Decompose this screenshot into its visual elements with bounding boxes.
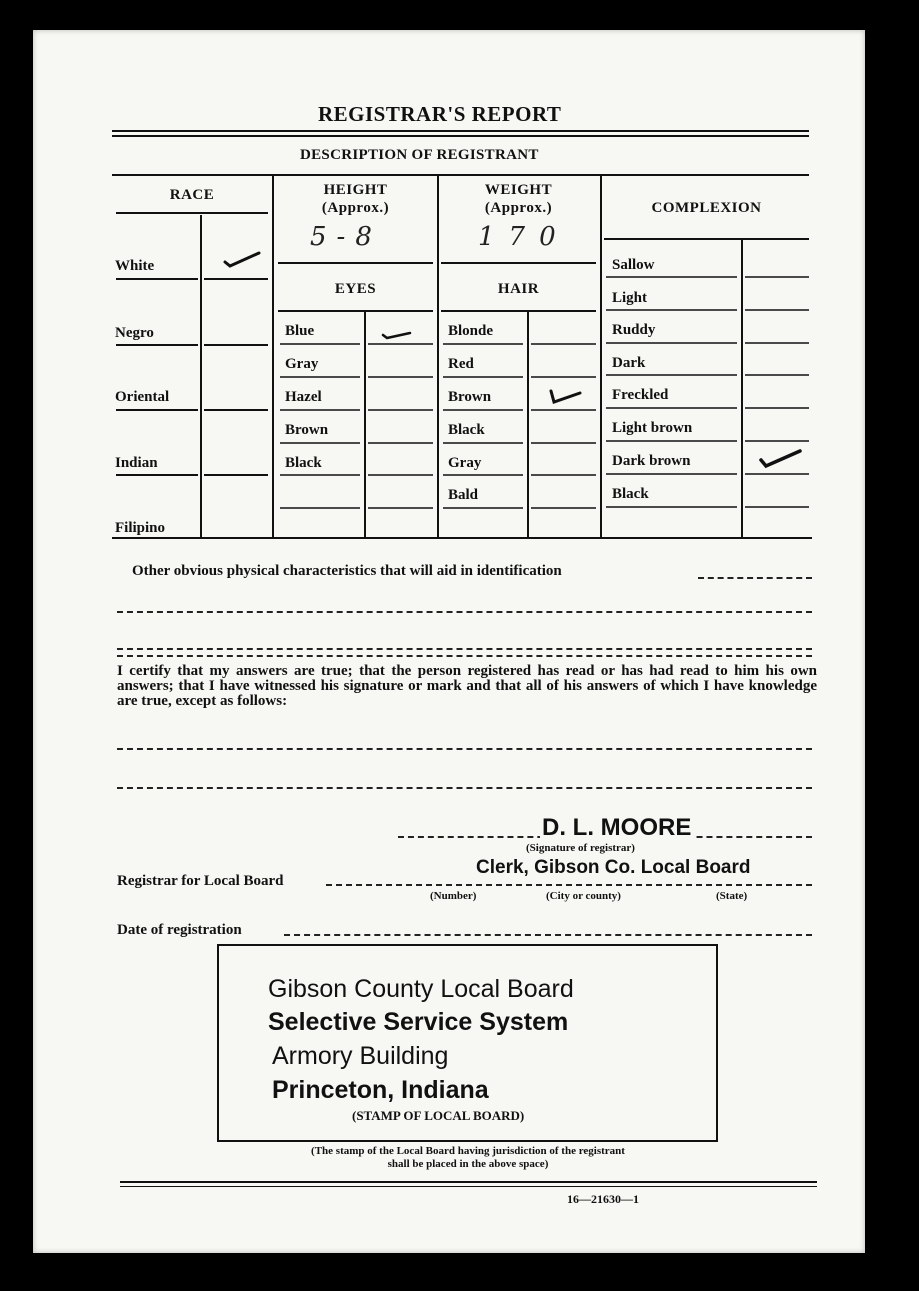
hair-brown-check-icon xyxy=(548,385,582,407)
complexion-black-label: Black xyxy=(612,486,649,502)
page-title: REGISTRAR'S REPORT xyxy=(318,102,562,126)
height-value: 5-8 xyxy=(310,222,382,252)
complexion-light-label: Light xyxy=(612,290,648,306)
weight-value: 170 xyxy=(478,222,570,252)
dotted-line xyxy=(117,787,812,789)
dotted-line xyxy=(117,655,812,657)
certification-text: I certify that my answers are true; that the person registered has read or has had read to him his own answers; that I have witnessed his signature or mark and that all of his answers of which I have knowledge are true, except as follows: xyxy=(117,663,817,709)
registrar-line xyxy=(326,884,812,886)
weight-header: WEIGHT (Approx.) xyxy=(484,182,553,216)
dotted-line xyxy=(117,611,812,613)
complexion-dark-label: Dark xyxy=(612,355,646,371)
date-label: Date of registration xyxy=(117,922,242,938)
complexion-light-brown-label: Light brown xyxy=(612,420,693,436)
eyes-header: EYES xyxy=(334,281,377,297)
signature-caption: (Signature of registrar) xyxy=(526,842,635,854)
complexion-freckled-label: Freckled xyxy=(612,387,669,403)
stamp-line-3: Armory Building xyxy=(272,1042,449,1070)
other-characteristics-label: Other obvious physical characteristics that will aid in identification xyxy=(132,563,562,579)
height-header: HEIGHT (Approx.) xyxy=(321,182,390,216)
complexion-ruddy-label: Ruddy xyxy=(612,322,656,338)
eyes-black-label: Black xyxy=(285,455,322,471)
number-caption: (Number) xyxy=(430,890,477,902)
state-caption: (State) xyxy=(716,890,748,902)
dotted-line xyxy=(117,648,812,650)
stamp-line-4: Princeton, Indiana xyxy=(272,1076,489,1104)
complexion-dark-brown-label: Dark brown xyxy=(612,453,691,469)
eyes-blue-label: Blue xyxy=(285,323,315,339)
dotted-line xyxy=(117,748,812,750)
city-caption: (City or county) xyxy=(546,890,621,902)
stamp-caption: (STAMP OF LOCAL BOARD) xyxy=(352,1108,525,1123)
hair-bald-label: Bald xyxy=(448,487,479,503)
hair-header: HAIR xyxy=(497,281,540,297)
hair-blonde-label: Blonde xyxy=(448,323,494,339)
race-white-check-icon xyxy=(222,248,262,270)
form-number: 16—21630—1 xyxy=(567,1192,639,1206)
complexion-sallow-label: Sallow xyxy=(612,257,655,273)
bottom-rule-1 xyxy=(120,1181,817,1183)
race-oriental-label: Oriental xyxy=(115,389,170,405)
eyes-gray-label: Gray xyxy=(285,356,319,372)
stamp-line-2: Selective Service System xyxy=(268,1008,569,1036)
bottom-rule-2 xyxy=(120,1186,817,1187)
complexion-header: COMPLEXION xyxy=(651,200,762,216)
race-header: RACE xyxy=(169,187,215,203)
date-line xyxy=(284,934,812,936)
stamp-line-1: Gibson County Local Board xyxy=(268,975,574,1003)
registrar-signature: D. L. MOORE xyxy=(542,814,692,841)
local-board-value: Clerk, Gibson Co. Local Board xyxy=(476,857,751,878)
eyes-brown-label: Brown xyxy=(285,422,329,438)
stamp-note: (The stamp of the Local Board having jurisdiction of the registrant shall be placed in the above space) xyxy=(311,1145,625,1170)
complexion-dark-brown-check-icon xyxy=(758,448,802,472)
race-indian-label: Indian xyxy=(115,455,158,471)
hair-black-label: Black xyxy=(448,422,485,438)
hair-red-label: Red xyxy=(448,356,474,372)
race-negro-label: Negro xyxy=(115,325,154,341)
registrar-label: Registrar for Local Board xyxy=(117,873,284,889)
hair-brown-label: Brown xyxy=(448,389,492,405)
eyes-blue-check-icon xyxy=(380,325,412,343)
race-filipino-label: Filipino xyxy=(115,520,166,536)
hair-gray-label: Gray xyxy=(448,455,482,471)
eyes-hazel-label: Hazel xyxy=(285,389,322,405)
dotted-line xyxy=(698,577,812,579)
section-subtitle: DESCRIPTION OF REGISTRANT xyxy=(300,147,539,163)
race-white-label: White xyxy=(115,258,155,274)
